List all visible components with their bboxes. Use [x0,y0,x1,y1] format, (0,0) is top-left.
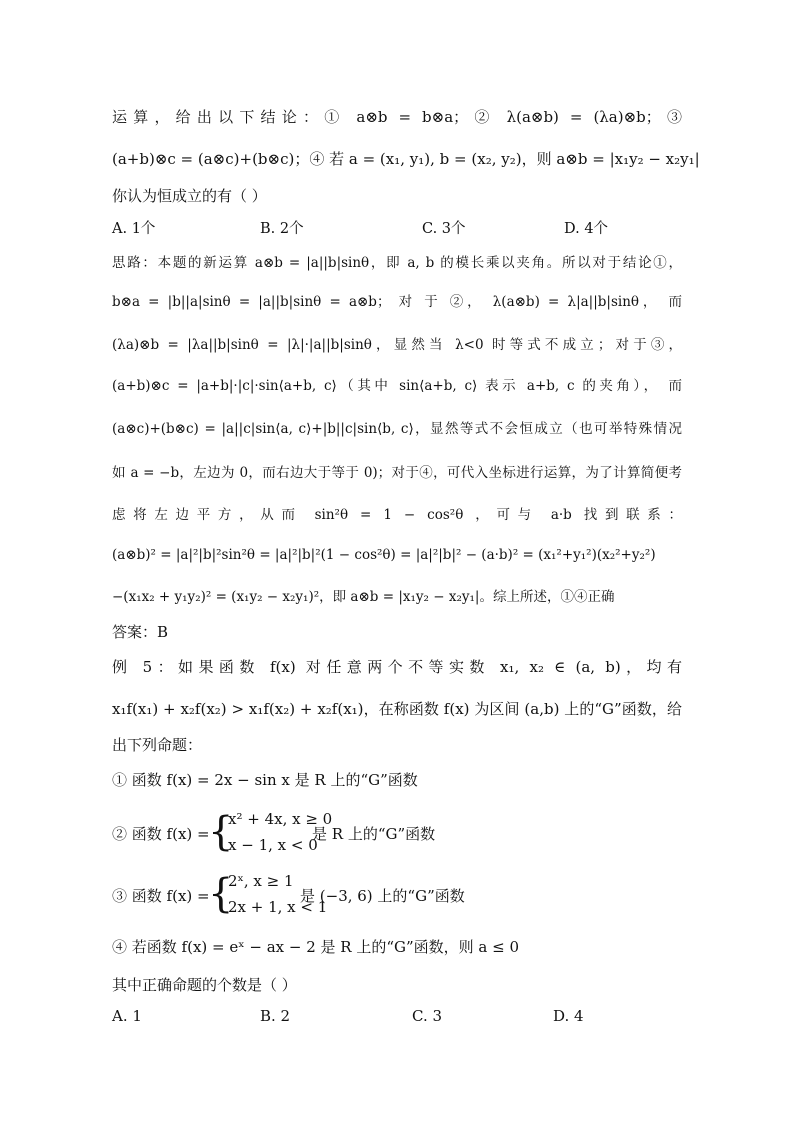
item2-case2: x − 1, x < 0 [228,836,318,854]
option-d: D. 4 [553,1007,584,1025]
problem4-line2: (a+b)⊗c = (a⊗c)+(b⊗c)；④ 若 a = (x₁, y₁), b = (x₂, y₂)，则 a⊗b = |x₁y₂ − x₂y₁| [112,150,700,168]
example5-intro3: 出下列命题： [112,736,203,754]
brace-icon: { [208,809,234,855]
example5-item4: ④ 若函数 f(x) = eˣ − ax − 2 是 R 上的“G”函数，则 a ≤ 0 [112,938,520,956]
solution-line: 思路：本题的新运算 a⊗b = |a||b|sinθ，即 a, b 的模长乘以夹角。所以对于结论①， [112,255,682,271]
example5-intro2: x₁f(x₁) + x₂f(x₂) > x₁f(x₂) + x₂f(x₁)，在称函数 f(x) 为区间 (a,b) 上的“G”函数，给 [112,700,682,718]
option-b: B. 2个 [260,221,304,237]
item3-suffix: 是 (−3, 6) 上的“G”函数 [300,887,465,905]
option-b: B. 2 [260,1007,291,1025]
example5-intro1: 例 5：如果函数 f(x) 对任意两个不等实数 x₁, x₂ ∈ (a, b)，均有 [112,658,682,676]
option-a: A. 1个 [112,221,156,237]
item2-suffix: 是 R 上的“G”函数 [312,825,436,843]
item2-case1: x² + 4x, x ≥ 0 [228,810,333,828]
answer: 答案：B [112,623,169,641]
example5-question: 其中正确命题的个数是（ ） [112,976,297,994]
solution-line: (a⊗c)+(b⊗c) = |a||c|sin⟨a, c⟩+|b||c|sin⟨b, c⟩，显然等式不会恒成立（也可举特殊情况 [112,421,682,437]
item3-case1: 2ˣ, x ≥ 1 [228,872,294,890]
solution-line: −(x₁x₂ + y₁y₂)² = (x₁y₂ − x₂y₁)²，即 a⊗b = |x₁y₂ − x₂y₁|。综上所述，①④正确 [112,589,615,605]
item3-prefix: ③ 函数 f(x) = [112,887,210,905]
solution-line: b⊗a = |b||a|sinθ = |a||b|sinθ = a⊗b； 对 于 ②， λ(a⊗b) = λ|a||b|sinθ， 而 [112,294,682,310]
item2-prefix: ② 函数 f(x) = [112,825,210,843]
brace-icon: { [208,871,234,917]
item3-case2: 2x + 1, x < 1 [228,898,328,916]
solution-line: 如 a = −b，左边为 0，而右边大于等于 0)；对于④，可代入坐标进行运算，为了计算简便考 [112,465,682,481]
solution-line: 虑将左边平方，从而 sin²θ = 1 − cos²θ ，可与 a·b 找到联系： [112,507,682,523]
option-d: D. 4个 [564,221,609,237]
solution-line: (a+b)⊗c = |a+b|·|c|·sin⟨a+b, c⟩（其中 sin⟨a+b, c⟩ 表示 a+b, c 的夹角）， 而 [112,378,682,394]
solution-line: (a⊗b)² = |a|²|b|²sin²θ = |a|²|b|²(1 − cos²θ) = |a|²|b|² − (a·b)² = (x₁²+y₁²)(x₂²+y₂²) [112,547,656,563]
option-c: C. 3 [412,1007,443,1025]
option-a: A. 1 [112,1007,142,1025]
option-c: C. 3个 [422,221,466,237]
problem4-question: 你认为恒成立的有（ ） [112,187,267,205]
problem4-line1: 运算，给出以下结论：① a⊗b = b⊗a；② λ(a⊗b) = (λa)⊗b；③ [112,108,682,126]
solution-line: (λa)⊗b = |λa||b|sinθ = |λ|·|a||b|sinθ，显然当 λ<0 时等式不成立；对于③， [112,337,682,353]
example5-item1: ① 函数 f(x) = 2x − sin x 是 R 上的“G”函数 [112,771,418,789]
